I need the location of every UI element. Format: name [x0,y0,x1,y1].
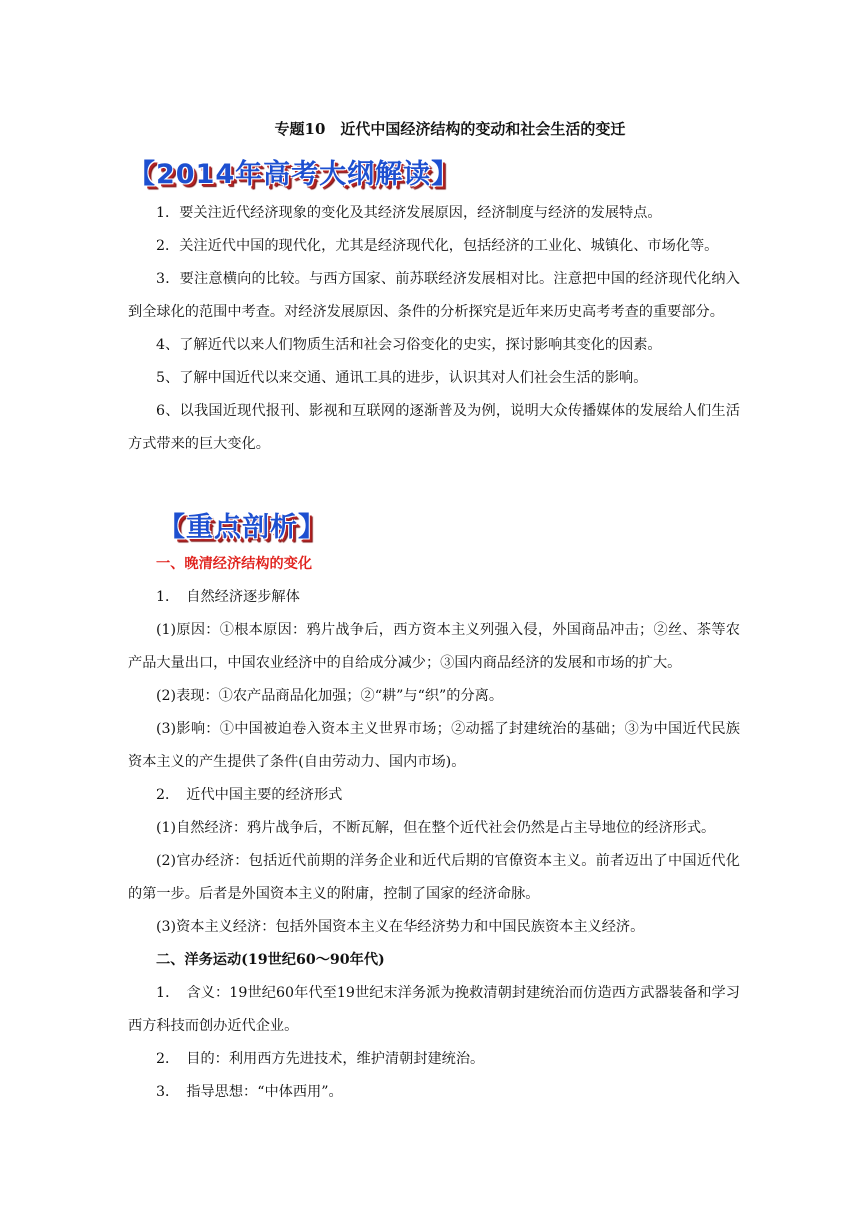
outline-item-5: 5、了解中国近代以来交通、通讯工具的进步，认识其对人们社会生活的影响。 [156,370,648,386]
outline-item-2: 2．关注近代中国的现代化，尤其是经济现代化，包括经济的工业化、城镇化、市场化等。 [156,238,719,254]
outline-section [128,197,740,461]
section2-para-2: 2． 目的：利用西方先进技术，维护清朝封建统治。 [156,1051,485,1067]
section1-para-4: (3)影响：①中国被迫卷入资本主义世界市场；②动摇了封建统治的基础；③为中国近代民族资本主义的产生提供了条件(自由劳动力、国内市场)。 [128,721,740,770]
section1-para-6: (1)自然经济：鸦片战争后，不断瓦解，但在整个近代社会仍然是占主导地位的经济形式。 [156,820,716,836]
document-title: 专题10 近代中国经济结构的变动和社会生活的变迁 [274,120,626,138]
key-points-banner: 【重点剖析】 [158,512,326,543]
outline-item-3: 3．要注意横向的比较。与西方国家、前苏联经济发展相对比。注意把中国的经济现代化纳入到全球化的范围中考查。对经济发展原因、条件的分析探究是近年来历史高考考查的重要部分。 [128,271,740,320]
section1-para-8: (3)资本主义经济：包括外国资本主义在华经济势力和中国民族资本主义经济。 [156,919,645,935]
section1-para-7: (2)官办经济：包括近代前期的洋务企业和近代后期的官僚资本主义。前者迈出了中国近代化的第一步。后者是外国资本主义的附庸，控制了国家的经济命脉。 [128,853,740,902]
section1-para-3: (2)表现：①农产品商品化加强；②“耕”与“织”的分离。 [156,688,504,704]
outline-item-6: 6、以我国近现代报刊、影视和互联网的逐渐普及为例，说明大众传播媒体的发展给人们生活方式带来的巨大变化。 [128,403,740,452]
section2-heading: 二、洋务运动(19世纪60～90年代) [156,952,385,968]
section2-para-1: 1． 含义：19世纪60年代至19世纪末洋务派为挽救清朝封建统治而仿造西方武器装备和学习西方科技而创办近代企业。 [128,985,740,1034]
outline-banner: 【2014年高考大纲解读】 [128,159,460,190]
section2-para-3: 3． 指导思想：“中体西用”。 [156,1084,343,1100]
section1-para-2: (1)原因：①根本原因：鸦片战争后，西方资本主义列强入侵，外国商品冲击；②丝、茶等农产品大量出口，中国农业经济中的自给成分减少；③国内商品经济的发展和市场的扩大。 [128,622,740,671]
key-points-section [128,548,740,1109]
section1-heading: 一、晚清经济结构的变化 [156,556,313,572]
section1-para-1: 1． 自然经济逐步解体 [156,589,300,605]
outline-item-4: 4、了解近代以来人们物质生活和社会习俗变化的史实，探讨影响其变化的因素。 [156,337,662,353]
section1-para-5: 2． 近代中国主要的经济形式 [156,787,343,803]
outline-item-1: 1．要关注近代经济现象的变化及其经济发展原因，经济制度与经济的发展特点。 [156,205,662,221]
